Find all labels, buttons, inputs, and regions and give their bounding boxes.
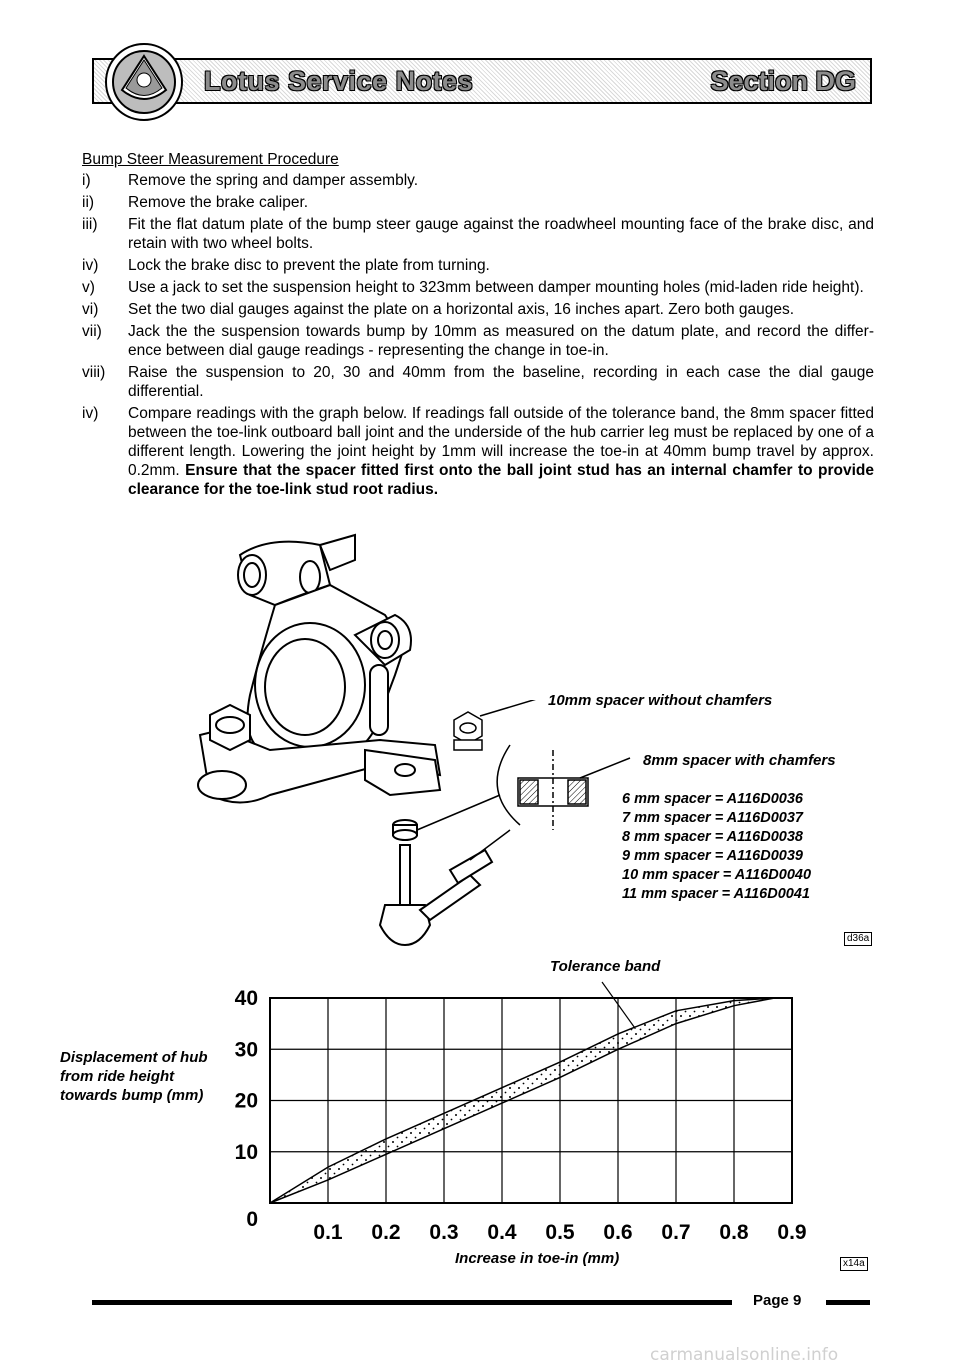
footer-rule: [92, 1300, 732, 1305]
step-text: Lock the brake disc to prevent the plate from turning.: [128, 257, 490, 274]
step-number: viii): [82, 364, 106, 381]
spacer-part-item: 6 mm spacer = A116D0036: [622, 791, 803, 807]
spacer-part-item: 8 mm spacer = A116D0038: [622, 829, 803, 845]
y-tick-label: 0: [246, 1208, 258, 1231]
step-text: Jack the the suspension towards bump by 10mm as measured on the datum plate, and record the differ- ence between dial gauge readings - representing the change in toe-in.: [128, 323, 874, 359]
y-tick-label: 30: [234, 1038, 258, 1062]
spacer-part-item: 11 mm spacer = A116D0041: [622, 886, 810, 902]
spacer-part-item: 10 mm spacer = A116D0040: [622, 867, 812, 883]
step-number: vii): [82, 323, 102, 340]
step: [82, 278, 874, 297]
y-tick-label: 10: [234, 1140, 258, 1164]
step: [82, 215, 874, 253]
footer-dash: [826, 1300, 870, 1305]
procedure-heading: Bump Steer Measurement Procedure: [82, 151, 339, 168]
step-number: iii): [82, 216, 98, 233]
page-number: Page 9: [753, 1292, 802, 1309]
chart-xlabel: Increase in toe-in (mm): [455, 1250, 620, 1267]
figure-ref-tag: d36a: [844, 932, 872, 946]
step-text: Use a jack to set the suspension height to 323mm between damper mounting holes (mid-laden ride height).: [128, 279, 864, 296]
x-tick-label: 0.2: [371, 1221, 401, 1244]
chart-ref-tag: x14a: [840, 1257, 868, 1271]
step-text-plain: Compare readings with the graph below. If readings fall outside of the tolerance band, the 8mm spacer fitted between the toe-link outboard ball joint and the underside of the hub carrier leg must be replaced by one of a different length. Lowering the joint height by 1mm will increase the toe-in at 40mm bump travel by approx. 0.2mm.: [128, 405, 874, 479]
step: [82, 193, 874, 212]
y-tick-label: 20: [234, 1089, 258, 1113]
step-number: v): [82, 279, 95, 296]
step: [82, 322, 874, 360]
step-number: iv): [82, 257, 99, 274]
spacer-part-item: 9 mm spacer = A116D0039: [622, 848, 803, 864]
step-text-bold: Ensure that the spacer fitted first onto the ball joint stud has an internal chamfer to provide clearance for the toe-link stud root radius.: [128, 462, 874, 498]
x-tick-label: 0.1: [313, 1221, 343, 1244]
step: [82, 171, 874, 190]
tolerance-band-label: Tolerance band: [550, 958, 661, 975]
spacer-part-item: 7 mm spacer = A116D0037: [622, 810, 803, 826]
header-title: Lotus Service Notes: [204, 66, 474, 96]
step-text: Remove the brake caliper.: [128, 194, 309, 211]
x-tick-label: 0.3: [429, 1221, 459, 1244]
header-section: Section DG: [710, 66, 856, 96]
watermark: carmanualsonline.info: [650, 1345, 839, 1365]
callout-10mm-spacer: 10mm spacer without chamfers: [548, 692, 773, 709]
step-text: [128, 404, 874, 499]
step-number: iv): [82, 405, 99, 422]
step: [82, 404, 874, 499]
step-text: Remove the spring and damper assembly.: [128, 172, 419, 189]
x-tick-label: 0.6: [603, 1221, 633, 1244]
chart-ylabel: Displacement of hub from ride height towards bump (mm): [60, 1049, 208, 1104]
x-tick-label: 0.4: [487, 1221, 517, 1244]
step-number: ii): [82, 194, 95, 211]
spacer-part-list: [622, 790, 811, 904]
x-tick-label: 0.7: [661, 1221, 691, 1244]
lotus-logo-icon: [104, 42, 184, 122]
step: [82, 300, 874, 319]
bump-steer-chart: [220, 960, 820, 1250]
step-number: i): [82, 172, 91, 189]
y-tick-label: 40: [234, 987, 258, 1010]
step: [82, 363, 874, 401]
step-text: Raise the suspension to 20, 30 and 40mm from the baseline, recording in each case the dial gauge differential.: [128, 364, 874, 400]
x-tick-label: 0.9: [777, 1221, 807, 1244]
callout-8mm-spacer: 8mm spacer with chamfers: [643, 752, 836, 769]
x-tick-label: 0.8: [719, 1221, 749, 1244]
header-banner: [92, 58, 872, 104]
x-tick-label: 0.5: [545, 1221, 575, 1244]
step-text: Fit the flat datum plate of the bump steer gauge against the roadwheel mounting face of the brake disc, and retain with two wheel bolts.: [128, 216, 874, 252]
procedure: [82, 150, 874, 502]
step-number: vi): [82, 301, 99, 318]
step: [82, 256, 874, 275]
step-text: Set the two dial gauges against the plate on a horizontal axis, 16 inches apart. Zero both gauges.: [128, 301, 795, 318]
